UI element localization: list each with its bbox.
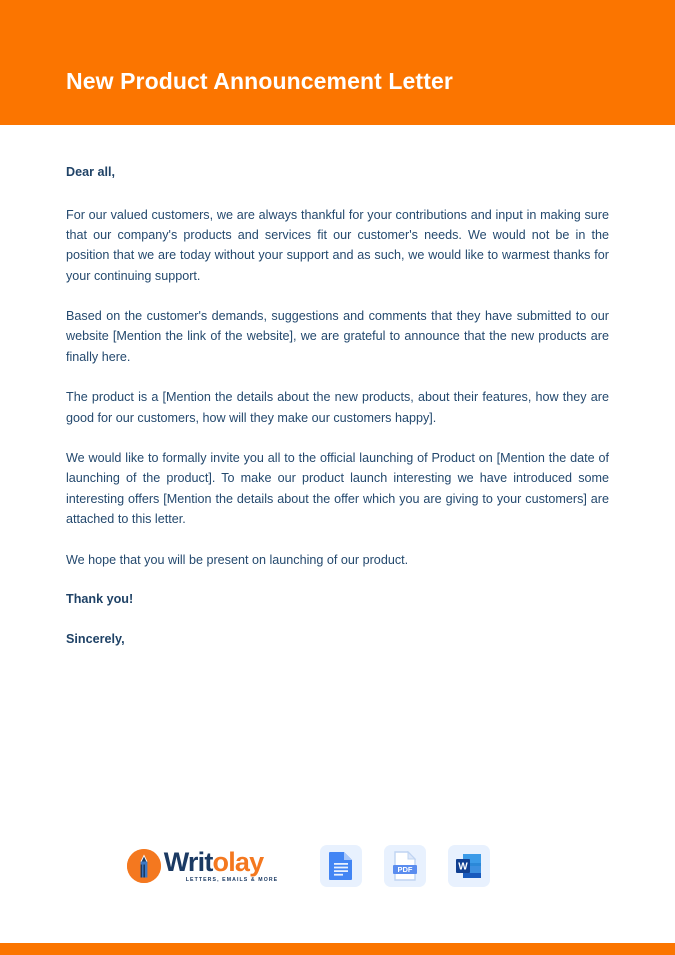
letter-paragraph: We would like to formally invite you all to the official launching of Product on [Mention the date of launching of the product]. To make our product launch interesting we have introduced some interesting offers [Mention the details about the offer which you are giving to your customers] are attached to this letter.	[66, 451, 609, 527]
salutation: Dear all,	[66, 165, 116, 179]
word-icon[interactable]	[448, 845, 490, 887]
header-bar	[0, 0, 675, 125]
letter-paragraph: The product is a [Mention the details about the new products, about their features, how they are good for our customers, how will they make our customers happy].	[66, 390, 609, 425]
pencil-icon	[127, 849, 161, 883]
letter-paragraph: For our valued customers, we are always thankful for your contributions and input in making sure that our company's products and services fit our customer's needs. We would not be in the position that we are today without your support and as such, we would like to warmest thanks for your continuing support.	[66, 207, 609, 283]
logo-name	[163, 846, 264, 877]
footer-bar	[0, 943, 675, 955]
word-label: W	[458, 861, 468, 873]
logo-tagline: LETTERS, EMAILS & MORE	[185, 876, 279, 883]
letter-paragraph: Based on the customer's demands, suggestions and comments that they have submitted to our website [Mention the link of the website], we are grateful to announce that the new products are finally here.	[66, 309, 609, 364]
logo-name-secondary: olay	[212, 846, 264, 877]
letter-body	[0, 125, 675, 955]
logo-name-primary: Writ	[163, 846, 213, 877]
signoff-line: Sincerely,	[66, 631, 125, 646]
writolay-logo	[127, 846, 279, 883]
logo-wordmark	[163, 846, 279, 883]
thank-you-line: Thank you!	[66, 591, 134, 606]
page-title: New Product Announcement Letter	[66, 68, 453, 94]
google-docs-icon[interactable]	[320, 845, 362, 887]
letter-paragraph: We hope that you will be present on launching of our product.	[66, 552, 409, 567]
pdf-icon[interactable]	[384, 845, 426, 887]
pdf-label: PDF	[397, 865, 413, 874]
footer-branding-row	[0, 835, 675, 897]
